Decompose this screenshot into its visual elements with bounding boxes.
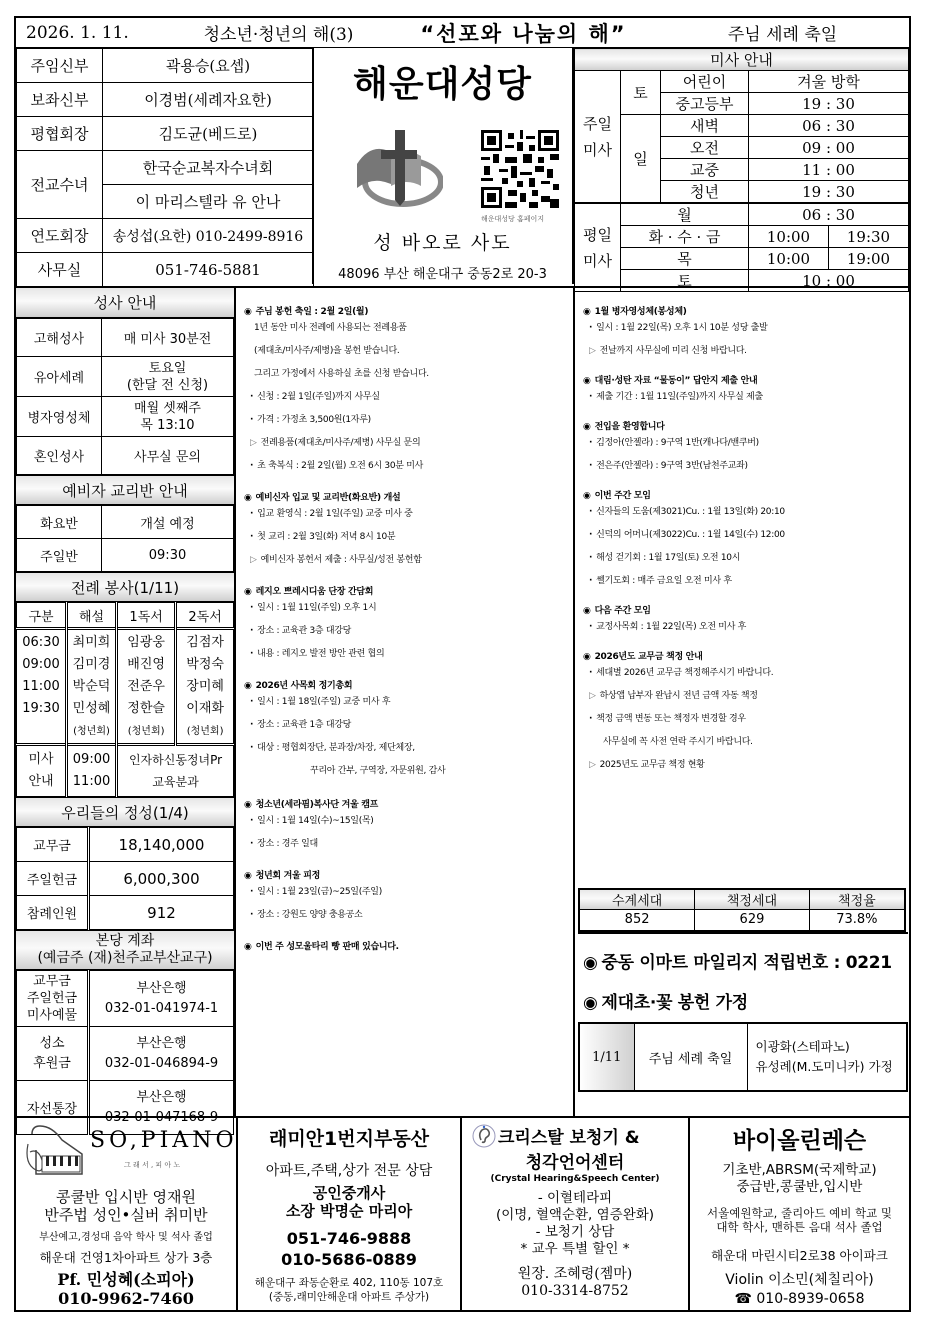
announcement-line: 1년 동안 미사 전례에 사용되는 전례용품 bbox=[254, 323, 407, 333]
mass-time: 겨울 방학 bbox=[749, 71, 909, 93]
mass-time: 19 : 30 bbox=[749, 181, 909, 204]
announcement-line: · 세대별 2026년 교무금 책정해주시기 바랍니다. bbox=[589, 668, 774, 678]
triangle-bullet-icon: ▷ bbox=[589, 691, 596, 701]
dot-bullet-icon: · bbox=[250, 720, 254, 730]
ad-address: 해운대구 좌동순환로 402, 110동 107호 (중동,래미안해운대 아파트 주상가) bbox=[254, 1277, 444, 1303]
account-number[interactable]: 부산은행 032-01-047168-9 bbox=[89, 1081, 234, 1135]
announcement-line: · 김정아(안젤라) : 9구역 1반(캐나다/밴쿠버) bbox=[589, 438, 759, 448]
section-title: ◉ 청소년(세라핌)복사단 겨울 캠프 bbox=[244, 800, 378, 810]
announcement-line: 사무실에 꼭 사전 연락 주시기 바랍니다. bbox=[603, 737, 753, 747]
announcement-line: · 책정 금액 변동 또는 책정자 변경할 경우 bbox=[589, 714, 746, 724]
announcements-middle bbox=[236, 288, 573, 952]
section-title: ◉ 다음 주간 모임 bbox=[583, 606, 651, 616]
staff-role: 전교수녀 bbox=[17, 151, 103, 219]
bullet-icon: ◉ bbox=[244, 307, 252, 317]
announcement-line: · 신자들의 도움(제3021)Cu. : 1월 13일(화) 20:10 bbox=[589, 507, 785, 517]
staff-row bbox=[17, 83, 314, 117]
middle-column bbox=[236, 286, 575, 1116]
dot-bullet-icon: · bbox=[589, 507, 593, 517]
pledge-status-table bbox=[578, 888, 906, 932]
section-title: ◉ 레지오 쁘레시디움 단장 간담회 bbox=[244, 587, 374, 597]
offering-type: 주일헌금 bbox=[17, 862, 89, 896]
section-title: ◉ 1월 병자영성체(봉성체) bbox=[583, 307, 687, 317]
second-readers: 김점자 박정숙 장미혜 이재화 (청년회) bbox=[176, 629, 234, 745]
ad-brand: 래미안1번지부동산 bbox=[268, 1128, 430, 1150]
bullet-icon: ◉ bbox=[583, 422, 591, 432]
announcement-line: · 내용 : 레지오 발전 방안 관련 협의 bbox=[250, 649, 385, 659]
announcement-line: ▷ 하상앱 납부자 완납시 전년 금액 자동 책정 bbox=[589, 691, 758, 701]
ad-text: 아파트,주택,상가 전문 상담 bbox=[265, 1163, 433, 1179]
bullet-icon: ◉ bbox=[244, 681, 252, 691]
sacrament-name: 고해성사 bbox=[17, 319, 102, 357]
announcement-line: 꾸리아 간부, 구역장, 자문위원, 감사 bbox=[310, 766, 446, 776]
accounts-title: 본당 계좌 (예금주 (재)천주교부산교구) bbox=[16, 930, 234, 970]
ad-brand-en: (Crystal Hearing&Speech Center) bbox=[490, 1174, 660, 1184]
dot-bullet-icon: · bbox=[589, 622, 593, 632]
section-title: ◉ 주님 봉헌 축일 : 2월 2일(월) bbox=[244, 307, 369, 317]
church-address: 48096 부산 해운대구 중동2로 20-3 bbox=[338, 267, 547, 282]
table-cell: 73.8% bbox=[809, 910, 905, 931]
dot-bullet-icon: · bbox=[250, 603, 254, 613]
column-header: 수계세대 bbox=[579, 889, 695, 910]
dot-bullet-icon: · bbox=[589, 323, 593, 333]
saturday-label: 토 bbox=[621, 71, 661, 115]
dot-bullet-icon: · bbox=[250, 392, 254, 402]
dot-bullet-icon: · bbox=[250, 461, 254, 471]
dot-bullet-icon: · bbox=[589, 530, 593, 540]
staff-name: 한국순교복자수녀회 bbox=[103, 151, 314, 185]
ad-brand: 청각언어센터 bbox=[525, 1153, 625, 1173]
mass-time: 09 : 00 bbox=[749, 137, 909, 159]
piano-icon bbox=[22, 1124, 86, 1180]
table-cell: 852 bbox=[579, 910, 695, 931]
qr-code-icon[interactable] bbox=[481, 128, 559, 210]
announcement-line: ▷ 전날까지 사무실에 미리 신청 바랍니다. bbox=[589, 346, 747, 356]
staff-role: 사무실 bbox=[17, 253, 103, 287]
section-title: ◉ 2026년 사목회 정기총회 bbox=[244, 681, 353, 691]
accounts-table bbox=[16, 970, 234, 1135]
announcement-line: · 일시 : 1월 22일(목) 오후 1시 10분 성당 출발 bbox=[589, 323, 768, 333]
sacrament-name: 혼인성사 bbox=[17, 437, 102, 475]
offering-family: 이광화(스테파노) 유성례(M.도미니카) 가정 bbox=[755, 1039, 893, 1074]
offering-date: 1/11 bbox=[579, 1023, 634, 1091]
mass-time: 10:00 bbox=[749, 226, 829, 248]
dot-bullet-icon: · bbox=[589, 461, 593, 471]
bullet-icon: ◉ bbox=[583, 652, 591, 662]
ad-brand: SO,PIANO bbox=[90, 1128, 238, 1153]
section-title: ◉ 전입을 환영합니다 bbox=[583, 422, 665, 432]
liturgy-service-table bbox=[16, 602, 234, 797]
feast-day: 주님 세례 축일 bbox=[727, 25, 838, 45]
staff-role: 주임신부 bbox=[17, 49, 103, 83]
sacrament-name: 유아세례 bbox=[17, 357, 102, 397]
commentators: 최미희 김미경 박순덕 민성혜 (청년회) bbox=[67, 629, 117, 745]
ad-brand: 크리스탈 보청기 & bbox=[498, 1128, 640, 1148]
bullet-icon: ◉ bbox=[244, 871, 252, 881]
bullet-icon: ◉ bbox=[244, 587, 252, 597]
catechumen-title: 예비자 교리반 안내 bbox=[16, 475, 234, 505]
column-header: 책정세대 bbox=[695, 889, 810, 910]
announcement-line: · 해성 걷기회 : 1월 17일(토) 오전 10시 bbox=[589, 553, 741, 563]
ad-address: 해운대 마린시티2로38 아이파크 bbox=[711, 1248, 888, 1263]
announcement-line: (제대초/미사주/제병)을 봉헌 받습니다. bbox=[254, 346, 400, 356]
offerings-table bbox=[16, 827, 234, 930]
ad-contact: 원장. 조혜령(젬마) 010-3314-8752 bbox=[517, 1266, 633, 1299]
account-number[interactable]: 부산은행 032-01-041974-1 bbox=[89, 971, 234, 1027]
church-logo-panel bbox=[312, 48, 574, 284]
flower-offering-title: ◉ 제대초·꽃 봉헌 가정 bbox=[583, 993, 748, 1013]
announcement-line: · 초 축복식 : 2월 2일(월) 오전 6시 30분 미사 bbox=[250, 461, 424, 471]
bulletin-date: 2026. 1. 11. bbox=[26, 22, 129, 43]
ad-contact: Pf. 민성혜(소피아) 010-9962-7460 bbox=[57, 1270, 195, 1308]
bullet-icon: ◉ bbox=[583, 993, 598, 1013]
section-title: ◉ 이번 주간 모임 bbox=[583, 491, 651, 501]
mass-name: 중고등부 bbox=[661, 93, 749, 115]
mass-schedule bbox=[574, 48, 911, 292]
bullet-icon: ◉ bbox=[244, 493, 252, 503]
announcement-line: · 일시 : 1월 11일(주일) 오후 1시 bbox=[250, 603, 377, 613]
sacraments-title: 성사 안내 bbox=[16, 288, 234, 318]
class-info: 개설 예정 bbox=[102, 506, 234, 539]
bullet-icon: ◉ bbox=[583, 606, 591, 616]
staff-row bbox=[17, 117, 314, 151]
dot-bullet-icon: · bbox=[589, 438, 593, 448]
ad-text: 부산예고,경성대 음악 학사 및 석사 졸업 bbox=[39, 1232, 213, 1243]
ear-icon bbox=[472, 1124, 496, 1148]
announcement-line: 그리고 가정에서 사용하실 초를 신청 받습니다. bbox=[254, 369, 429, 379]
flower-offering-table bbox=[578, 1022, 908, 1092]
ad-real-estate[interactable] bbox=[238, 1118, 462, 1310]
weekday: 화 · 수 · 금 bbox=[621, 226, 749, 248]
staff-row bbox=[17, 219, 314, 253]
section-title: ◉ 2026년도 교무금 책정 안내 bbox=[583, 652, 703, 662]
announcement-line: · 입교 환영식 : 2월 1일(주일) 교중 미사 중 bbox=[250, 509, 413, 519]
mass-time: 19:00 bbox=[829, 248, 909, 270]
staff-name: 이 마리스텔라 유 안나 bbox=[103, 185, 314, 219]
catechumen-table bbox=[16, 505, 234, 572]
triangle-bullet-icon: ▷ bbox=[589, 760, 596, 770]
sunday-mass-label: 주일 미사 bbox=[575, 71, 621, 204]
sacrament-info: 토요일 (한달 전 신청) bbox=[102, 357, 234, 397]
column-header: 책정율 bbox=[809, 889, 905, 910]
dot-bullet-icon: · bbox=[589, 392, 593, 402]
triangle-bullet-icon: ▷ bbox=[589, 346, 596, 356]
bullet-icon: ◉ bbox=[244, 942, 252, 952]
dot-bullet-icon: · bbox=[250, 626, 254, 636]
class-info: 09:30 bbox=[102, 539, 234, 572]
offering-amount: 912 bbox=[89, 896, 234, 930]
ad-text: 서울예원학교, 줄리아드 예비 학교 및 대학 학사, 맨하튼 음대 석사 졸업 bbox=[707, 1206, 892, 1234]
offering-amount: 18,140,000 bbox=[89, 828, 234, 862]
ad-hearing-center[interactable] bbox=[462, 1118, 690, 1310]
church-name: 해운대성당 bbox=[353, 64, 532, 105]
section-title: ◉ 이번 주 성모울타리 빵 판매 있습니다. bbox=[244, 942, 399, 952]
staff-name: 김도균(베드로) bbox=[103, 117, 314, 151]
sacrament-info: 매월 셋째주 목 13:10 bbox=[102, 397, 234, 437]
bullet-icon: ◉ bbox=[583, 953, 598, 973]
announcement-line: · 장소 : 교육관 1층 대강당 bbox=[250, 720, 352, 730]
sacrament-name: 병자영성체 bbox=[17, 397, 102, 437]
dot-bullet-icon: · bbox=[589, 576, 593, 586]
dot-bullet-icon: · bbox=[589, 553, 593, 563]
qr-caption: 해운대성당 홈페이지 bbox=[481, 215, 545, 223]
left-column bbox=[14, 286, 236, 1125]
dot-bullet-icon: · bbox=[250, 509, 254, 519]
sunday-label: 일 bbox=[621, 115, 661, 204]
dot-bullet-icon: · bbox=[250, 839, 254, 849]
class-name: 화요반 bbox=[17, 506, 102, 539]
announcement-line: · 제출 기간 : 1월 11일(주일)까지 사무실 제출 bbox=[589, 392, 763, 402]
mass-schedule-title: 미사 안내 bbox=[575, 49, 909, 71]
staff-row bbox=[17, 49, 314, 83]
column-header: 2독서 bbox=[176, 603, 234, 629]
ad-text: 콩쿨반 입시반 영재원 반주법 성인•실버 취미반 bbox=[44, 1188, 208, 1224]
announcement-line: · 신청 : 2월 1일(주일)까지 사무실 bbox=[250, 392, 380, 402]
section-title: ◉ 대림·성탄 자료 “물동이” 답안지 제출 안내 bbox=[583, 376, 758, 386]
announcement-line: · 일시 : 1월 18일(주일) 교중 미사 후 bbox=[250, 697, 391, 707]
account-purpose: 자선통장 bbox=[17, 1081, 89, 1135]
church-emblem-icon bbox=[351, 126, 443, 208]
first-readers: 임광웅 배진영 전준우 정한슬 (청년회) bbox=[117, 629, 176, 745]
mass-time: 19:30 bbox=[829, 226, 909, 248]
account-purpose: 성소 후원금 bbox=[17, 1027, 89, 1081]
ad-text: 기초반,ABRSM(국제학교) 중급반,콩쿨반,입시반 bbox=[722, 1162, 877, 1195]
ads-footer bbox=[14, 1116, 911, 1312]
staff-name: 051-746-5881 bbox=[103, 253, 314, 287]
dot-bullet-icon: · bbox=[589, 668, 593, 678]
offering-type: 교무금 bbox=[17, 828, 89, 862]
bullet-icon: ◉ bbox=[244, 800, 252, 810]
mass-name: 어린이 bbox=[661, 71, 749, 93]
dot-bullet-icon: · bbox=[250, 887, 254, 897]
staff-row bbox=[17, 253, 314, 287]
dot-bullet-icon: · bbox=[250, 649, 254, 659]
ad-text: - 이혈테라피 (이명, 혈액순환, 염증완화) - 보청기 상담 * 교우 특별 할인 * bbox=[495, 1190, 655, 1257]
announcement-line: · 첫 교리 : 2월 3일(화) 저녁 8시 10분 bbox=[250, 532, 396, 542]
announcement-line: · 쎌기도회 : 매주 금요일 오전 미사 후 bbox=[589, 576, 732, 586]
liturgy-service-title: 전례 봉사(1/11) bbox=[16, 572, 234, 602]
announcement-line: · 신덕의 어머니(제3022)Cu. : 1월 14일(수) 12:00 bbox=[589, 530, 785, 540]
announcement-line: · 장소 : 강원도 양양 충용공소 bbox=[250, 910, 363, 920]
mass-time: 10:00 bbox=[749, 248, 829, 270]
weekday-mass-label: 평일 미사 bbox=[575, 203, 621, 292]
weekday: 목 bbox=[621, 248, 749, 270]
section-title: ◉ 청년회 겨울 피정 bbox=[244, 871, 320, 881]
announcement-line: · 전은주(안젤라) : 9구역 3반(남천주교좌) bbox=[589, 461, 748, 471]
year-motto: “선포와 나눔의 해” bbox=[420, 21, 627, 46]
staff-role: 연도회장 bbox=[17, 219, 103, 253]
column-header: 구분 bbox=[17, 603, 67, 629]
weekday: 월 bbox=[621, 203, 749, 226]
triangle-bullet-icon: ▷ bbox=[250, 555, 257, 565]
sacrament-info: 매 미사 30분전 bbox=[102, 319, 234, 357]
announcement-line: · 장소 : 교육관 3층 대강당 bbox=[250, 626, 352, 636]
staff-name: 이경범(세례자요한) bbox=[103, 83, 314, 117]
sacrament-info: 사무실 문의 bbox=[102, 437, 234, 475]
ad-text: 공인중개사 소장 박명순 마리아 bbox=[285, 1184, 413, 1220]
dot-bullet-icon: · bbox=[250, 743, 254, 753]
offering-feast: 주님 세례 축일 bbox=[634, 1023, 747, 1091]
announcement-line: ▷ 예비신자 봉헌서 제출 : 사무실/성전 봉헌함 bbox=[250, 555, 422, 565]
column-header: 1독서 bbox=[117, 603, 176, 629]
announcement-line: · 대상 : 평협회장단, 분과장/차장, 제단체장, bbox=[250, 743, 415, 753]
announcement-line: · 장소 : 경주 일대 bbox=[250, 839, 318, 849]
staff-table bbox=[14, 48, 312, 287]
triangle-bullet-icon: ▷ bbox=[250, 438, 257, 448]
ad-contact: 051-746-9888 010-5686-0889 bbox=[281, 1229, 417, 1269]
account-purpose: 교무금 주일헌금 미사예물 bbox=[17, 971, 89, 1027]
announcement-line: · 교정사목회 : 1월 22일(목) 오전 미사 후 bbox=[589, 622, 747, 632]
bullet-icon: ◉ bbox=[583, 307, 591, 317]
ad-brand-sub: 그 래 서 , 피 아 노 bbox=[124, 1161, 181, 1169]
right-column bbox=[575, 286, 911, 1116]
staff-row bbox=[17, 151, 314, 185]
staff-name: 송성섭(요한) 010-2499-8916 bbox=[103, 219, 314, 253]
ad-piano[interactable] bbox=[16, 1118, 238, 1310]
bullet-icon: ◉ bbox=[583, 376, 591, 386]
ad-contact: Violin 이소민(체칠리아) ☎ 010-8939-0658 bbox=[725, 1272, 874, 1307]
mass-name: 교중 bbox=[661, 159, 749, 181]
announcements-right bbox=[575, 288, 909, 777]
mass-time: 19 : 30 bbox=[749, 93, 909, 115]
usher-times: 09:00 11:00 bbox=[67, 745, 117, 797]
ad-text: 해운대 건영1차아파트 상가 3층 bbox=[39, 1250, 213, 1265]
mass-times: 06:30 09:00 11:00 19:30 bbox=[17, 629, 67, 745]
table-cell: 629 bbox=[695, 910, 810, 931]
announcement-line: · 일시 : 1월 23일(금)~25일(주일) bbox=[250, 887, 382, 897]
usher-groups: 인자하신동정녀Pr 교육분과 bbox=[117, 745, 234, 797]
offerings-title: 우리들의 정성(1/4) bbox=[16, 797, 234, 827]
staff-role: 평협회장 bbox=[17, 117, 103, 151]
header-banner bbox=[14, 16, 911, 48]
account-number[interactable]: 부산은행 032-01-046894-9 bbox=[89, 1027, 234, 1081]
staff-role: 보좌신부 bbox=[17, 83, 103, 117]
usher-label: 미사 안내 bbox=[17, 745, 67, 797]
weekday: 토 bbox=[621, 270, 749, 292]
sacraments-table bbox=[16, 318, 234, 475]
dot-bullet-icon: · bbox=[250, 910, 254, 920]
staff-name: 곽용승(요셉) bbox=[103, 49, 314, 83]
dot-bullet-icon: · bbox=[250, 532, 254, 542]
mass-time: 10 : 00 bbox=[749, 270, 909, 292]
ad-brand: 바이올린레슨 bbox=[732, 1128, 867, 1154]
dot-bullet-icon: · bbox=[589, 714, 593, 724]
mass-name: 청년 bbox=[661, 181, 749, 204]
mass-time: 11 : 00 bbox=[749, 159, 909, 181]
mass-time: 06 : 30 bbox=[749, 115, 909, 137]
dot-bullet-icon: · bbox=[250, 415, 254, 425]
announcement-line: ▷ 2025년도 교무금 책정 현황 bbox=[589, 760, 705, 770]
mass-name: 새벽 bbox=[661, 115, 749, 137]
announcement-line: ▷ 전례용품(제대초/미사주/제병) 사무실 문의 bbox=[250, 438, 421, 448]
emart-mileage: ◉ 중동 이마트 마일리지 적립번호 : 0221 bbox=[583, 953, 892, 973]
announcement-line: · 가격 : 가정초 3,500원(1자루) bbox=[250, 415, 371, 425]
announcement-line: · 일시 : 1월 14일(수)~15일(목) bbox=[250, 816, 374, 826]
dot-bullet-icon: · bbox=[250, 816, 254, 826]
section-title: ◉ 예비신자 입교 및 교리반(화요반) 개설 bbox=[244, 493, 401, 503]
mass-time: 06 : 30 bbox=[749, 203, 909, 226]
column-header: 해설 bbox=[67, 603, 117, 629]
dot-bullet-icon: · bbox=[250, 697, 254, 707]
year-theme: 청소년·청년의 해(3) bbox=[203, 25, 354, 45]
patron-saint: 성 바오로 사도 bbox=[373, 232, 512, 254]
offering-amount: 6,000,300 bbox=[89, 862, 234, 896]
bullet-icon: ◉ bbox=[583, 491, 591, 501]
offering-type: 참례인원 bbox=[17, 896, 89, 930]
mass-name: 오전 bbox=[661, 137, 749, 159]
ad-violin[interactable] bbox=[690, 1118, 909, 1310]
class-name: 주일반 bbox=[17, 539, 102, 572]
